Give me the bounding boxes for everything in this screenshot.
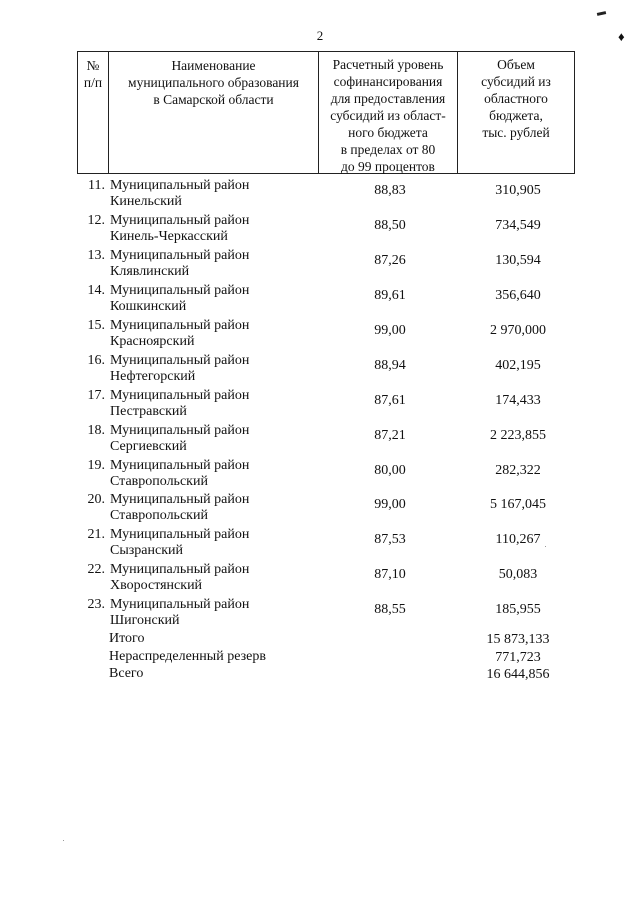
row-amount: 734,549 (495, 218, 541, 233)
table-row (77, 212, 573, 246)
row-level: 88,83 (374, 183, 406, 198)
table-row (77, 387, 573, 421)
row-name: Муниципальный район Хворостянский (110, 562, 250, 593)
row-number: 12. (87, 213, 105, 228)
row-name: Муниципальный район Клявлинский (110, 248, 250, 279)
table-row (77, 352, 573, 386)
row-amount: 50,083 (498, 567, 538, 582)
row-name: Муниципальный район Ставропольский (110, 492, 250, 523)
scan-speck (545, 546, 546, 547)
total-value: 15 873,133 (486, 632, 550, 647)
table-row (77, 561, 573, 595)
row-level: 99,00 (374, 323, 406, 338)
row-amount: 310,905 (495, 183, 541, 198)
row-level: 87,10 (374, 567, 406, 582)
row-name: Муниципальный район Сергиевский (110, 423, 250, 454)
header-num: № п/п (78, 52, 109, 173)
row-number: 17. (87, 388, 105, 403)
row-level: 89,61 (374, 288, 406, 303)
row-number: 11. (88, 178, 105, 193)
row-amount: 5 167,045 (490, 497, 546, 512)
row-amount: 110,267 (495, 532, 541, 547)
row-amount: 2 970,000 (490, 323, 546, 338)
table-row (77, 247, 573, 281)
row-number: 14. (87, 283, 105, 298)
table-row (77, 457, 573, 491)
row-level: 88,50 (374, 218, 406, 233)
row-name: Муниципальный район Нефтегорский (110, 353, 250, 384)
row-number: 22. (87, 562, 105, 577)
row-level: 87,26 (374, 253, 406, 268)
row-level: 87,53 (374, 532, 406, 547)
header-level: Расчетный уровень софинансирования для предоставления субсидий из област- ного бюджета в пределах от 80 до 99 процентов (319, 52, 458, 173)
table-header (77, 51, 575, 174)
table-row (77, 596, 573, 630)
row-name: Муниципальный район Пестравский (110, 388, 250, 419)
row-amount: 282,322 (495, 463, 541, 478)
grand-total-value: 16 644,856 (486, 667, 550, 682)
table-row (77, 177, 573, 211)
row-name: Муниципальный район Кошкинский (110, 283, 250, 314)
reserve-value: 771,723 (495, 650, 541, 665)
row-amount: 402,195 (495, 358, 541, 373)
row-number: 13. (87, 248, 105, 263)
scan-speck (63, 840, 64, 841)
row-level: 88,94 (374, 358, 406, 373)
row-number: 15. (87, 318, 105, 333)
row-amount: 356,640 (495, 288, 541, 303)
grand-total-label: Всего (109, 666, 144, 681)
row-number: 18. (87, 423, 105, 438)
row-number: 21. (87, 527, 105, 542)
table-row (77, 491, 573, 525)
row-number: 23. (87, 597, 105, 612)
row-level: 87,21 (374, 428, 406, 443)
scan-mark (597, 11, 606, 16)
table-row (77, 317, 573, 351)
reserve-label: Нераспределенный резерв (109, 649, 266, 664)
row-level: 80,00 (374, 463, 406, 478)
row-amount: 130,594 (495, 253, 541, 268)
table-row (77, 526, 573, 560)
scan-mark-glyph: ♦ (618, 29, 625, 44)
row-amount: 185,955 (495, 602, 541, 617)
row-level: 88,55 (374, 602, 406, 617)
table-row (77, 282, 573, 316)
page-number: 2 (316, 28, 324, 43)
row-level: 99,00 (374, 497, 406, 512)
row-number: 19. (87, 458, 105, 473)
row-name: Муниципальный район Ставропольский (110, 458, 250, 489)
row-name: Муниципальный район Кинельский (110, 178, 250, 209)
row-amount: 174,433 (495, 393, 541, 408)
row-amount: 2 223,855 (490, 428, 546, 443)
row-name: Муниципальный район Красноярский (110, 318, 250, 349)
table-row (77, 422, 573, 456)
row-name: Муниципальный район Кинель-Черкасский (110, 213, 250, 244)
total-label: Итого (109, 631, 145, 646)
header-name: Наименование муниципального образования в Самарской области (109, 52, 319, 173)
header-amount: Объем субсидий из областного бюджета, тыс. рублей (481, 57, 551, 140)
row-level: 87,61 (374, 393, 406, 408)
row-name: Муниципальный район Сызранский (110, 527, 250, 558)
row-number: 20. (87, 492, 105, 507)
row-number: 16. (87, 353, 105, 368)
row-name: Муниципальный район Шигонский (110, 597, 250, 628)
